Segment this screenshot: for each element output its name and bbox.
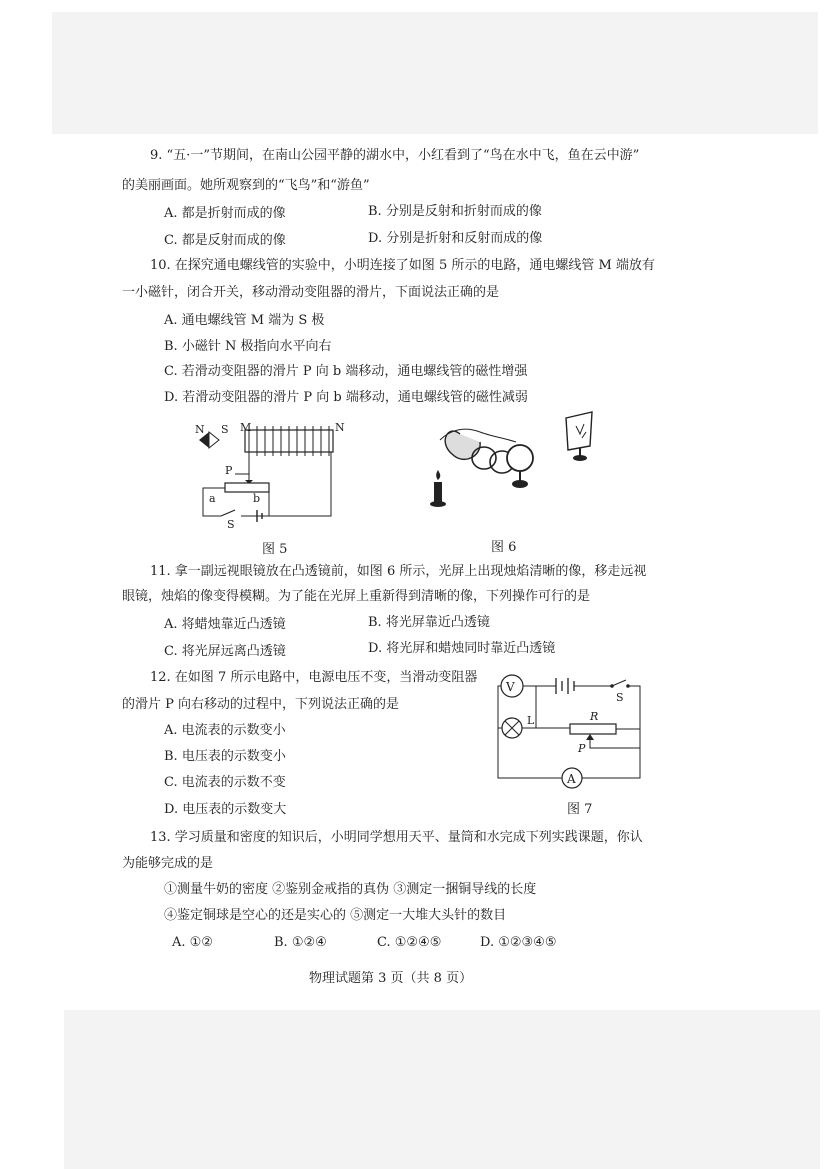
figure-7-circuit: [494, 670, 654, 788]
q10-option-c: C. 若滑动变阻器的滑片 P 向 b 端移动，通电螺线管的磁性增强: [164, 364, 528, 379]
switch-blade: [221, 510, 235, 516]
q9-option-c: C. 都是反射而成的像: [164, 233, 286, 248]
figure-6-lens-experiment: [420, 412, 610, 517]
figure-7-caption: 图 7: [567, 802, 593, 817]
switch-pivot: [610, 684, 614, 688]
q12-stem-line1: 12. 在如图 7 所示电路中，电源电压不变，当滑动变阻器: [150, 670, 478, 685]
q13-items-line1: ①测量牛奶的密度 ②鉴别金戒指的真伪 ③测定一捆铜导线的长度: [164, 882, 537, 897]
screen-base: [573, 455, 587, 461]
rheostat-end-b: b: [253, 492, 261, 505]
q9-option-a: A. 都是折射而成的像: [164, 206, 286, 221]
candle-flame: [436, 470, 440, 480]
ammeter-label: A: [567, 772, 576, 786]
lamp-label: L: [527, 714, 535, 727]
q11-option-a: A. 将蜡烛靠近凸透镜: [164, 617, 286, 632]
glasses-lens-left: [472, 447, 496, 469]
needle-south-half: [209, 432, 219, 448]
rheostat-label-r: R: [590, 710, 599, 723]
switch: [574, 680, 626, 686]
q12-stem-line2: 的滑片 P 向右移动的过程中，下列说法正确的是: [122, 697, 400, 712]
candle-body: [434, 482, 442, 502]
q11-option-c: C. 将光屏远离凸透镜: [164, 644, 286, 659]
q13-option-a: A. ①②: [172, 935, 213, 950]
convex-lens: [507, 445, 533, 471]
coil-label-m: M: [240, 421, 252, 434]
q12-option-a: A. 电流表的示数变小: [164, 723, 286, 738]
needle-label-s: S: [221, 423, 229, 436]
q9-stem-line2: 的美丽画面。她所观察到的“飞鸟”和“游鱼”: [122, 178, 370, 193]
hand: [445, 431, 480, 459]
rheostat-end-a: a: [209, 492, 216, 505]
candle-holder: [430, 501, 446, 507]
q12-option-b: B. 电压表的示数变小: [164, 749, 286, 764]
slider-label-p: P: [578, 742, 586, 755]
q10-option-d: D. 若滑动变阻器的滑片 P 向 b 端移动，通电螺线管的磁性减弱: [164, 390, 528, 405]
slider-label-p: P: [225, 464, 233, 477]
q12-option-d: D. 电压表的示数变大: [164, 802, 287, 817]
figure-6-caption: 图 6: [491, 540, 517, 555]
wire-return: [262, 452, 331, 516]
q9-option-d: D. 分别是折射和反射而成的像: [368, 231, 543, 246]
q10-option-a: A. 通电螺线管 M 端为 S 极: [164, 313, 325, 328]
q11-option-d: D. 将光屏和蜡烛同时靠近凸透镜: [368, 641, 556, 656]
q11-option-b: B. 将光屏靠近凸透镜: [368, 615, 490, 630]
scan-shade-top: [52, 12, 818, 134]
q12-option-c: C. 电流表的示数不变: [164, 775, 286, 790]
q11-stem-line1: 11. 拿一副远视眼镜放在凸透镜前，如图 6 所示，光屏上出现烛焰清晰的像，移走远视: [150, 564, 647, 579]
q13-option-c: C. ①②④⑤: [377, 935, 442, 950]
q10-stem-line1: 10. 在探究通电螺线管的实验中，小明连接了如图 5 所示的电路，通电螺线管 M 端放有: [150, 258, 655, 273]
needle-label-n: N: [195, 423, 205, 436]
q13-option-d: D. ①②③④⑤: [480, 935, 557, 950]
switch-label-s: S: [227, 518, 235, 531]
q11-stem-line2: 眼镜，烛焰的像变得模糊。为了能在光屏上重新得到清晰的像，下列操作可行的是: [122, 589, 591, 604]
figure-5-caption: 图 5: [262, 542, 288, 557]
q9-stem-line1: 9. “五·一”节期间，在南山公园平静的湖水中，小红看到了“鸟在水中飞，鱼在云中游”: [150, 148, 640, 163]
rheostat-r: [570, 724, 616, 734]
q10-stem-line2: 一小磁针，闭合开关，移动滑动变阻器的滑片，下面说法正确的是: [122, 285, 500, 300]
wire-v-left: [498, 686, 501, 728]
switch-label: S: [616, 691, 624, 704]
scan-shade-bottom: [64, 1010, 820, 1169]
q13-items-line2: ④鉴定铜球是空心的还是实心的 ⑤测定一大堆大头针的数目: [164, 908, 507, 923]
figure-5-solenoid-circuit: [185, 418, 365, 530]
lens-base: [512, 480, 528, 488]
voltmeter-label: V: [506, 680, 515, 694]
rheostat: [225, 483, 269, 492]
slider-wire: [235, 474, 249, 480]
q9-option-b: B. 分别是反射和折射而成的像: [368, 204, 542, 219]
q10-option-b: B. 小磁针 N 极指向水平向右: [164, 339, 332, 354]
coil-label-n: N: [335, 421, 345, 434]
q13-stem-line1: 13. 学习质量和密度的知识后，小明同学想用天平、量筒和水完成下列实践课题，你认: [150, 830, 643, 845]
slider-wire: [590, 740, 640, 748]
battery: [556, 678, 574, 694]
q13-option-b: B. ①②④: [274, 935, 327, 950]
page-footer: 物理试题第 3 页（共 8 页）: [309, 971, 473, 986]
q13-stem-line2: 为能够完成的是: [122, 856, 214, 871]
slider-arrow: [586, 734, 594, 740]
